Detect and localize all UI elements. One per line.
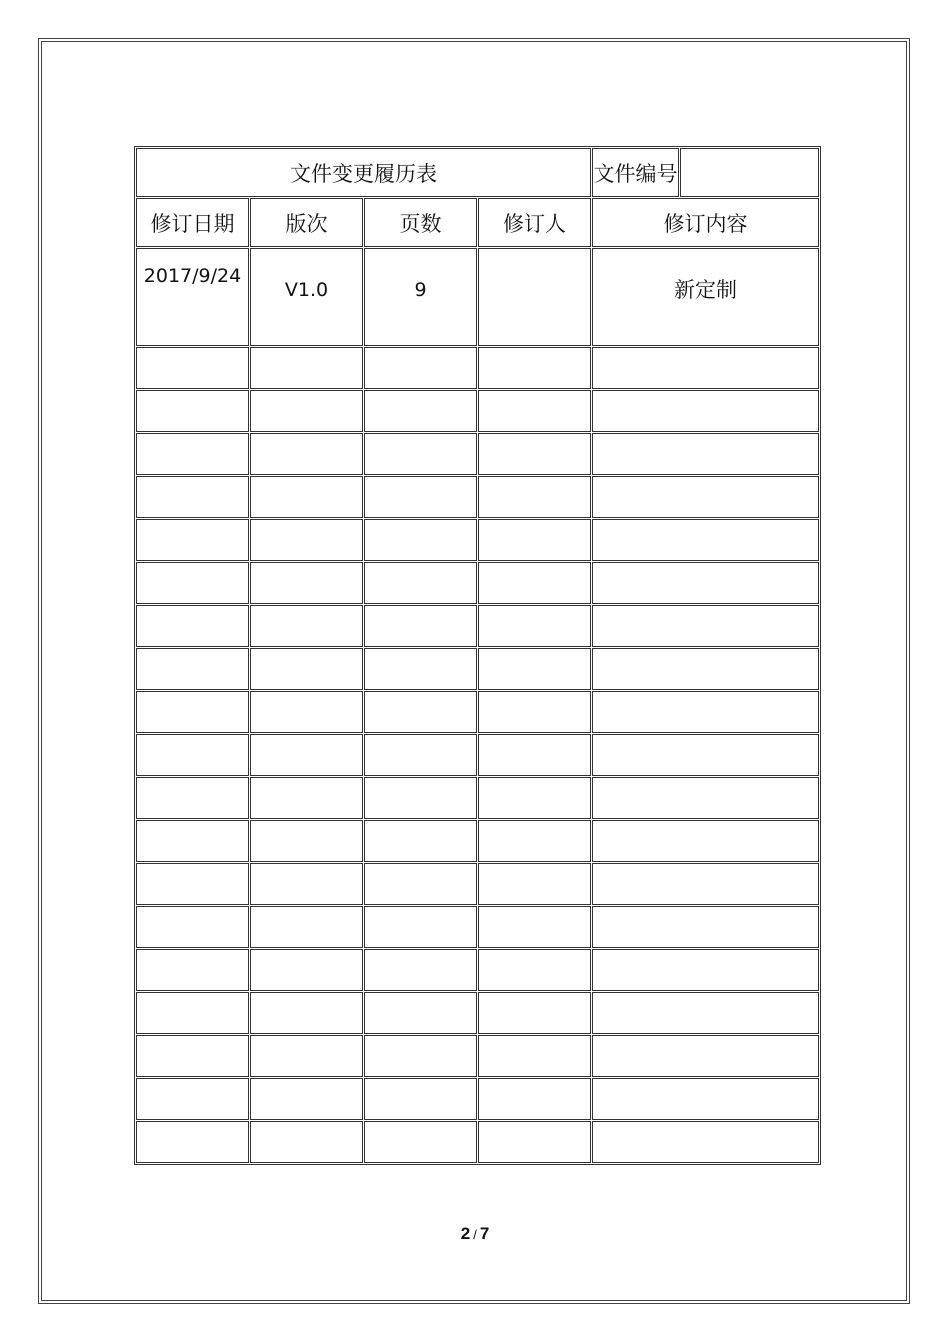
cell-pages xyxy=(364,648,477,690)
page-current: 2 xyxy=(460,1224,471,1243)
cell-version xyxy=(250,1121,363,1163)
cell-pages: 9 xyxy=(364,248,477,346)
cell-reviser xyxy=(478,476,591,518)
cell-reviser xyxy=(478,1078,591,1120)
doc-number-label: 文件编号 xyxy=(592,148,679,197)
cell-pages xyxy=(364,433,477,475)
cell-date xyxy=(136,347,249,389)
table-row xyxy=(136,248,819,346)
cell-version xyxy=(250,390,363,432)
table-row xyxy=(136,820,819,862)
revision-history-table xyxy=(134,146,821,1165)
cell-date xyxy=(136,519,249,561)
table-row xyxy=(136,906,819,948)
cell-pages xyxy=(364,347,477,389)
cell-reviser xyxy=(478,1121,591,1163)
page-total: 7 xyxy=(479,1224,490,1243)
cell-version xyxy=(250,691,363,733)
table-row xyxy=(136,390,819,432)
cell-pages xyxy=(364,1121,477,1163)
table-row xyxy=(136,992,819,1034)
cell-reviser xyxy=(478,248,591,346)
cell-content xyxy=(592,648,819,690)
cell-pages xyxy=(364,605,477,647)
cell-version xyxy=(250,992,363,1034)
cell-content xyxy=(592,562,819,604)
cell-reviser xyxy=(478,390,591,432)
cell-content xyxy=(592,777,819,819)
column-header-row xyxy=(136,198,819,247)
cell-pages xyxy=(364,519,477,561)
cell-content xyxy=(592,691,819,733)
cell-date xyxy=(136,691,249,733)
cell-pages xyxy=(364,476,477,518)
column-header-pages: 页数 xyxy=(364,198,477,247)
cell-pages xyxy=(364,777,477,819)
cell-date xyxy=(136,1035,249,1077)
cell-version xyxy=(250,777,363,819)
cell-pages xyxy=(364,820,477,862)
cell-pages xyxy=(364,390,477,432)
table-row xyxy=(136,734,819,776)
cell-reviser xyxy=(478,992,591,1034)
cell-pages xyxy=(364,1078,477,1120)
cell-date xyxy=(136,562,249,604)
table-row xyxy=(136,605,819,647)
doc-number-value xyxy=(680,148,819,197)
page-number xyxy=(0,1224,950,1244)
cell-content xyxy=(592,949,819,991)
cell-date xyxy=(136,1078,249,1120)
cell-content xyxy=(592,476,819,518)
cell-version xyxy=(250,562,363,604)
cell-reviser xyxy=(478,691,591,733)
cell-reviser xyxy=(478,347,591,389)
cell-pages xyxy=(364,906,477,948)
cell-version xyxy=(250,605,363,647)
cell-version xyxy=(250,734,363,776)
table-row xyxy=(136,949,819,991)
cell-content xyxy=(592,1121,819,1163)
cell-content xyxy=(592,992,819,1034)
table-row xyxy=(136,519,819,561)
cell-reviser xyxy=(478,519,591,561)
column-header-date: 修订日期 xyxy=(136,198,249,247)
cell-reviser xyxy=(478,777,591,819)
cell-date xyxy=(136,906,249,948)
cell-content xyxy=(592,820,819,862)
cell-version: V1.0 xyxy=(250,248,363,346)
cell-date xyxy=(136,949,249,991)
cell-date xyxy=(136,820,249,862)
cell-version xyxy=(250,347,363,389)
cell-reviser xyxy=(478,906,591,948)
cell-version xyxy=(250,820,363,862)
cell-date xyxy=(136,777,249,819)
table-row xyxy=(136,1121,819,1163)
cell-reviser xyxy=(478,562,591,604)
cell-reviser xyxy=(478,1035,591,1077)
table-row xyxy=(136,1078,819,1120)
cell-version xyxy=(250,949,363,991)
cell-date xyxy=(136,248,249,346)
cell-reviser xyxy=(478,433,591,475)
cell-content xyxy=(592,605,819,647)
cell-reviser xyxy=(478,863,591,905)
cell-reviser xyxy=(478,820,591,862)
table-row xyxy=(136,691,819,733)
cell-version xyxy=(250,1078,363,1120)
cell-content xyxy=(592,390,819,432)
cell-version xyxy=(250,648,363,690)
cell-date-text: 2017/9/24 xyxy=(143,265,242,287)
table-row xyxy=(136,777,819,819)
table-row xyxy=(136,863,819,905)
cell-pages xyxy=(364,863,477,905)
cell-content xyxy=(592,863,819,905)
cell-version xyxy=(250,1035,363,1077)
cell-content xyxy=(592,1078,819,1120)
cell-date xyxy=(136,992,249,1034)
cell-date xyxy=(136,648,249,690)
cell-content xyxy=(592,906,819,948)
cell-version xyxy=(250,863,363,905)
cell-version xyxy=(250,433,363,475)
table-row xyxy=(136,433,819,475)
cell-date xyxy=(136,734,249,776)
cell-version xyxy=(250,476,363,518)
column-header-reviser: 修订人 xyxy=(478,198,591,247)
table-row xyxy=(136,347,819,389)
cell-reviser xyxy=(478,648,591,690)
column-header-version: 版次 xyxy=(250,198,363,247)
cell-date xyxy=(136,863,249,905)
table-row xyxy=(136,562,819,604)
cell-pages xyxy=(364,1035,477,1077)
cell-reviser xyxy=(478,734,591,776)
cell-content xyxy=(592,347,819,389)
cell-content: 新定制 xyxy=(592,248,819,346)
table-row xyxy=(136,1035,819,1077)
table-title: 文件变更履历表 xyxy=(136,148,591,197)
cell-pages xyxy=(364,562,477,604)
cell-date xyxy=(136,433,249,475)
cell-pages xyxy=(364,992,477,1034)
cell-reviser xyxy=(478,605,591,647)
table-row xyxy=(136,648,819,690)
page-separator: / xyxy=(473,1227,477,1242)
cell-version xyxy=(250,519,363,561)
cell-date xyxy=(136,476,249,518)
cell-reviser xyxy=(478,949,591,991)
cell-version xyxy=(250,906,363,948)
cell-date xyxy=(136,1121,249,1163)
cell-pages xyxy=(364,691,477,733)
cell-content xyxy=(592,519,819,561)
cell-content xyxy=(592,433,819,475)
cell-content xyxy=(592,734,819,776)
column-header-content: 修订内容 xyxy=(592,198,819,247)
cell-date xyxy=(136,390,249,432)
cell-date xyxy=(136,605,249,647)
cell-content xyxy=(592,1035,819,1077)
table-row xyxy=(136,476,819,518)
cell-pages xyxy=(364,949,477,991)
cell-pages xyxy=(364,734,477,776)
